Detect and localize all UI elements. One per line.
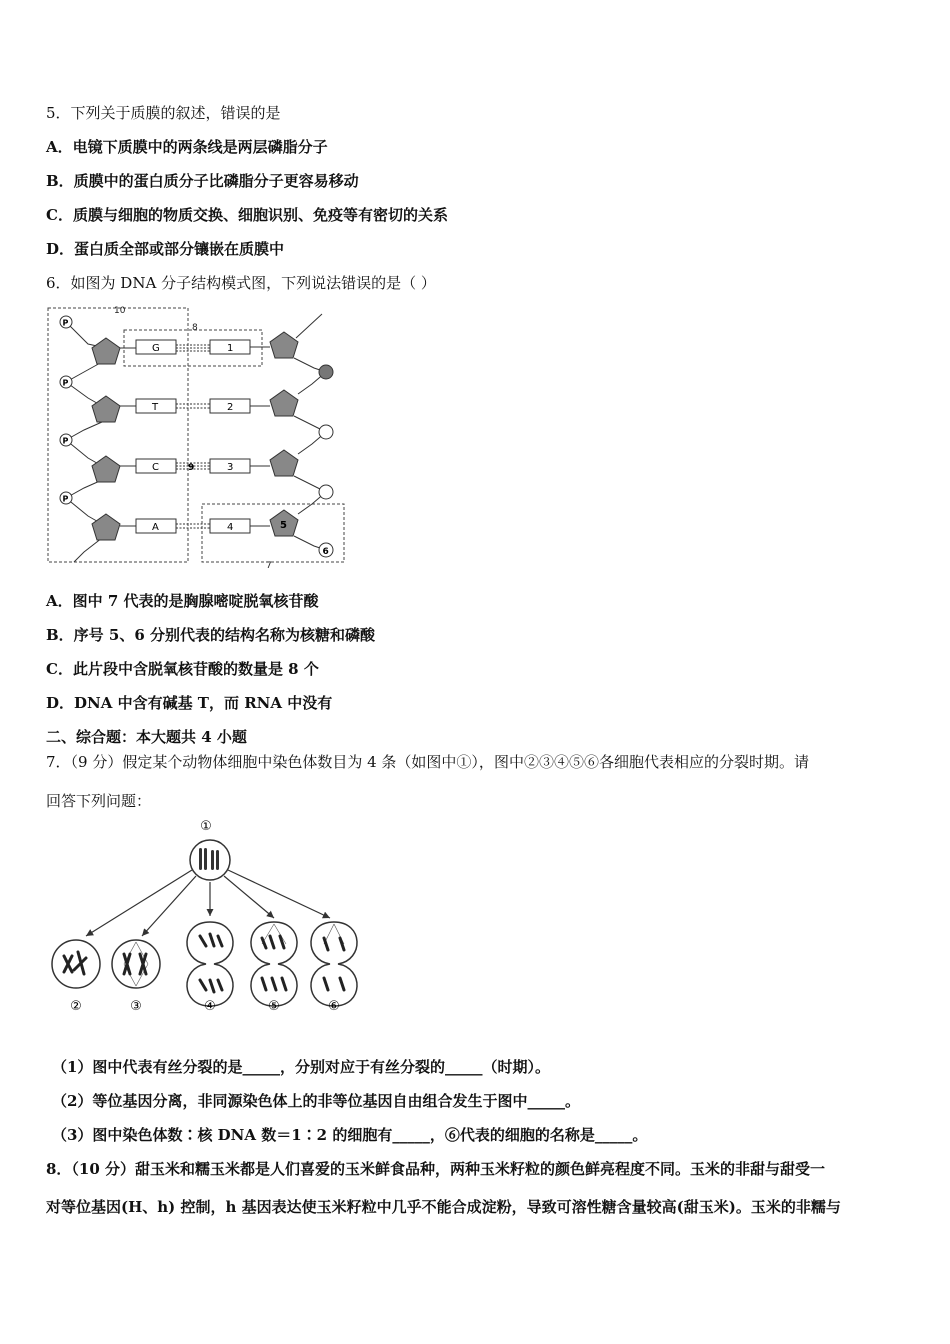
q8-line2: 对等位基因(H、h) 控制，h 基因表达使玉米籽粒中几乎不能合成淀粉，导致可溶性糖含量较高(甜玉米)。玉米的非糯与 <box>46 1198 841 1216</box>
label-cell-1: ① <box>200 819 212 834</box>
q5-option-c: C．质膜与细胞的物质交换、细胞识别、免疫等有密切的关系 <box>46 206 448 224</box>
sugar-left-2 <box>92 396 120 422</box>
q7-sub-2: （2）等位基因分离，非同源染色体上的非等位基因自由组合发生于图中_____。 <box>52 1092 580 1110</box>
q6-option-c: C．此片段中含脱氧核苷酸的数量是 8 个 <box>46 660 319 678</box>
q7-sub-1: （1）图中代表有丝分裂的是_____，分别对应于有丝分裂的_____（时期）。 <box>52 1058 550 1076</box>
q6-option-a: A．图中 7 代表的是胸腺嘧啶脱氧核苷酸 <box>46 592 319 610</box>
cell-5 <box>251 922 297 1006</box>
cell-2 <box>52 940 100 988</box>
svg-text:P: P <box>62 494 69 504</box>
label-6: 6 <box>322 547 329 557</box>
label-cell-3: ③ <box>130 999 142 1014</box>
label-9: 9 <box>188 463 195 473</box>
sugar-left-1 <box>92 338 120 364</box>
q5-stem: 5．下列关于质膜的叙述，错误的是 <box>46 104 281 122</box>
base-left-4-label: A <box>152 522 159 533</box>
phosphate-left-1 <box>60 316 72 328</box>
q6-stem: 6．如图为 DNA 分子结构模式图，下列说法错误的是（ ） <box>46 274 436 292</box>
base-right-2-label: 2 <box>227 402 234 413</box>
phosphate-left-4 <box>60 492 72 504</box>
label-cell-2: ② <box>70 999 82 1014</box>
q5-option-a: A．电镜下质膜中的两条线是两层磷脂分子 <box>46 138 328 156</box>
svg-text:P: P <box>62 436 69 446</box>
base-left-3-label: C <box>152 462 159 473</box>
section-heading: 二、综合题：本大题共 4 小题 <box>46 728 247 746</box>
label-5: 5 <box>280 520 287 531</box>
sugar-right-2 <box>270 390 298 416</box>
cell-6 <box>311 922 357 1006</box>
svg-text:P: P <box>62 378 69 388</box>
sugar-right-3 <box>270 450 298 476</box>
label-cell-4: ④ <box>204 999 216 1014</box>
phosphate-left-2 <box>60 376 72 388</box>
sugar-left-4 <box>92 514 120 540</box>
q6-option-b: B．序号 5、6 分别代表的结构名称为核糖和磷酸 <box>46 626 375 644</box>
label-8: 8 <box>192 323 198 333</box>
svg-text:P: P <box>62 318 69 328</box>
q8-line1: 8．（10 分）甜玉米和糯玉米都是人们喜爱的玉米鲜食品种，两种玉米籽粒的颜色鲜亮程度不同。玉米的非甜与甜受一 <box>46 1160 826 1178</box>
q6-option-d: D．DNA 中含有碱基 T，而 RNA 中没有 <box>46 694 333 712</box>
label-10: 10 <box>114 306 126 316</box>
phosphate-right-1 <box>319 365 333 379</box>
base-right-4-label: 4 <box>227 522 234 533</box>
phosphate-right-2 <box>319 425 333 439</box>
cell-division-figure <box>44 812 374 1018</box>
q7-stem-line1: 7．（9 分）假定某个动物体细胞中染色体数目为 4 条（如图中①），图中②③④⑤⑥各细胞代表相应的分裂时期。请 <box>46 753 809 771</box>
cell-3 <box>112 940 160 988</box>
base-left-1-label: G <box>152 343 160 354</box>
q7-sub-3: （3）图中染色体数∶核 DNA 数＝1∶2 的细胞有_____，⑥代表的细胞的名称是_____。 <box>52 1126 648 1144</box>
label-cell-5: ⑤ <box>268 999 280 1014</box>
q5-option-d: D．蛋白质全部或部分镶嵌在质膜中 <box>46 240 285 258</box>
label-7: 7 <box>266 561 272 570</box>
phosphate-left-3 <box>60 434 72 446</box>
dna-structure-figure <box>44 302 354 570</box>
q7-stem-line2: 回答下列问题： <box>46 792 152 810</box>
label-cell-6: ⑥ <box>328 999 340 1014</box>
sugar-right-1 <box>270 332 298 358</box>
sugar-left-3 <box>92 456 120 482</box>
phosphate-right-3 <box>319 485 333 499</box>
base-left-2-label: T <box>152 402 159 413</box>
base-right-1-label: 1 <box>227 343 234 354</box>
cell-1 <box>190 840 230 880</box>
q5-option-b: B．质膜中的蛋白质分子比磷脂分子更容易移动 <box>46 172 359 190</box>
base-right-3-label: 3 <box>227 462 234 473</box>
